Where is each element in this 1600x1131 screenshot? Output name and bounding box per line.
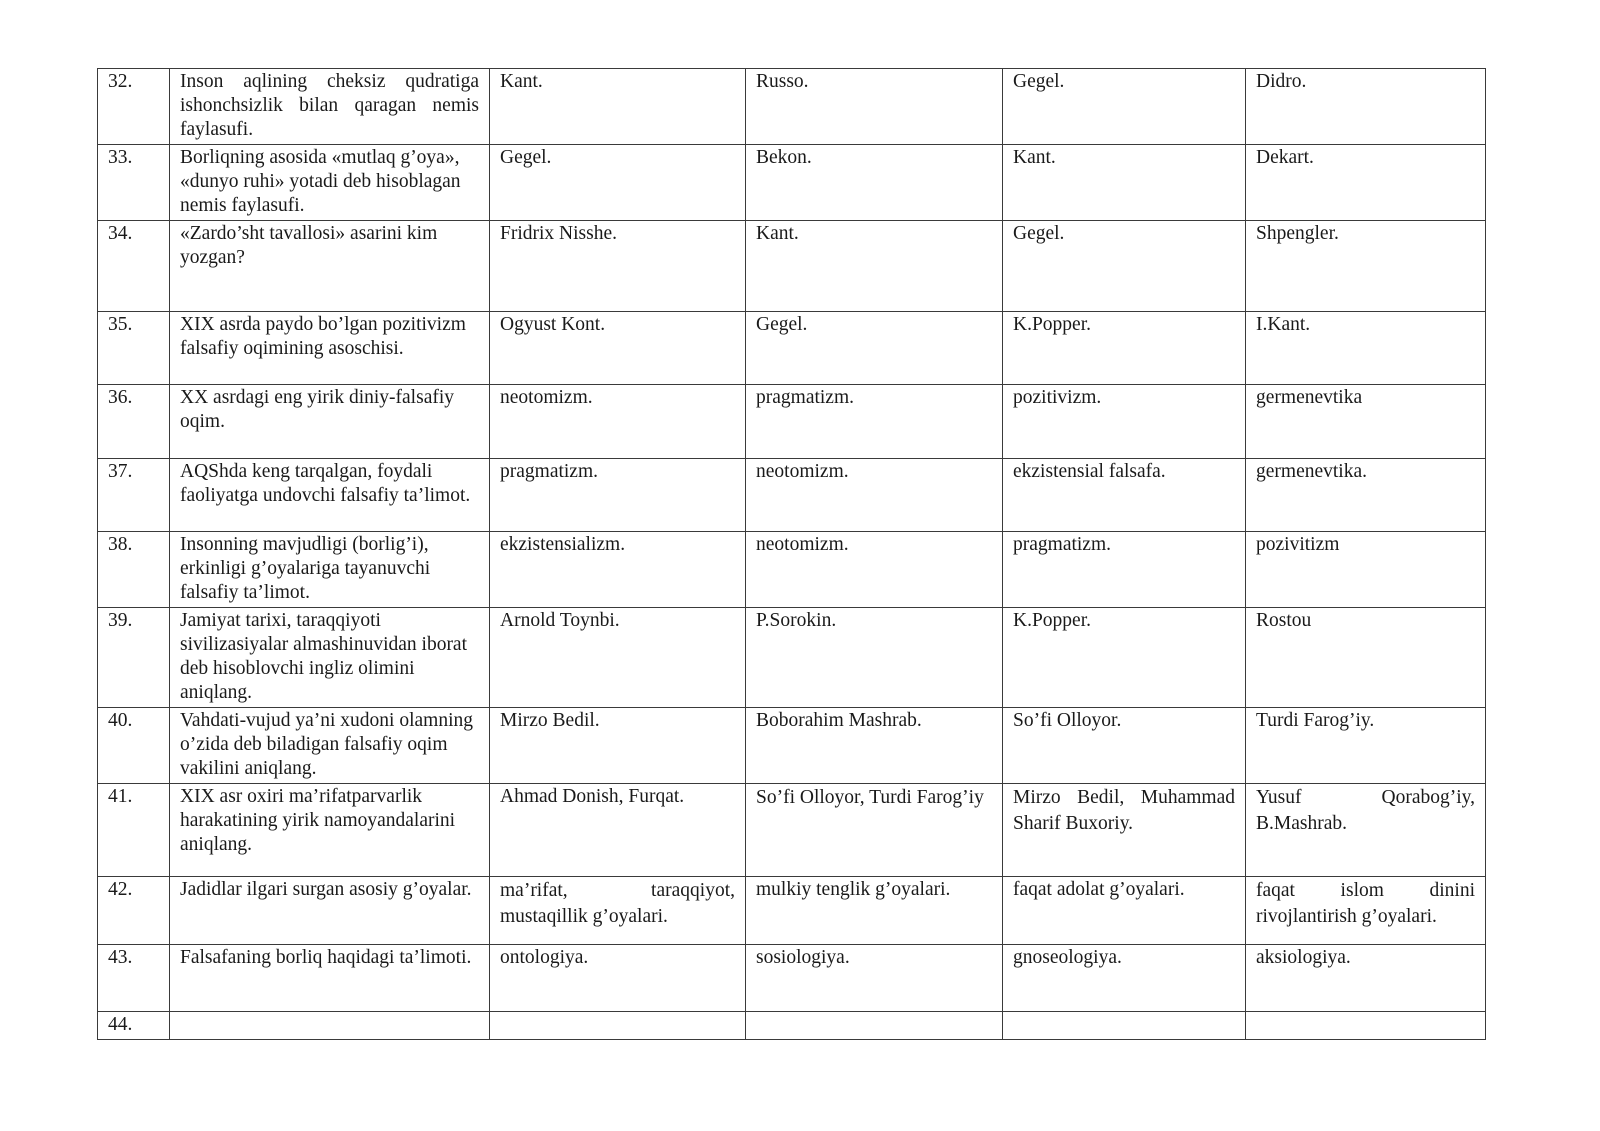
- question-number: 32.: [98, 69, 170, 145]
- question-number: 33.: [98, 145, 170, 221]
- question-text: Jadidlar ilgari surgan asosiy g’oyalar.: [170, 877, 490, 945]
- answer-a: Arnold Toynbi.: [490, 608, 746, 708]
- question-number: 40.: [98, 708, 170, 784]
- table-row: [98, 221, 1486, 312]
- question-number: 36.: [98, 385, 170, 459]
- question-text: Vahdati-vujud ya’ni xudoni olamning o’zida deb biladigan falsafiy oqim vakilini aniqlang.: [170, 708, 490, 784]
- answer-b: Bekon.: [746, 145, 1003, 221]
- answer-a: Fridrix Nisshe.: [490, 221, 746, 312]
- answer-a: Gegel.: [490, 145, 746, 221]
- question-number: 44.: [98, 1012, 170, 1040]
- answer-a: pragmatizm.: [490, 459, 746, 532]
- answer-b: mulkiy tenglik g’oyalari.: [746, 877, 1003, 945]
- question-text: «Zardo’sht tavallosi» asarini kim yozgan?: [170, 221, 490, 312]
- question-text: Falsafaning borliq haqidagi ta’limoti.: [170, 945, 490, 1012]
- question-text: AQShda keng tarqalgan, foydali faoliyatga undovchi falsafiy ta’limot.: [170, 459, 490, 532]
- answer-a: ma’rifat, taraqqiyot, mustaqillik g’oyalari.: [490, 877, 746, 945]
- answer-c: Gegel.: [1003, 221, 1246, 312]
- question-number: 43.: [98, 945, 170, 1012]
- answer-c: faqat adolat g’oyalari.: [1003, 877, 1246, 945]
- answer-b: Boborahim Mashrab.: [746, 708, 1003, 784]
- table-row: [98, 1012, 1486, 1040]
- answer-c: Mirzo Bedil, Muhammad Sharif Buxoriy.: [1003, 784, 1246, 877]
- answer-c: K.Popper.: [1003, 312, 1246, 385]
- table-row: [98, 145, 1486, 221]
- answer-c: Kant.: [1003, 145, 1246, 221]
- answer-c: [1003, 1012, 1246, 1040]
- answer-b: P.Sorokin.: [746, 608, 1003, 708]
- question-text: Jamiyat tarixi, taraqqiyoti sivilizasiyalar almashinuvidan iborat deb hisoblovchi ingliz olimini aniqlang.: [170, 608, 490, 708]
- answer-a: [490, 1012, 746, 1040]
- table-row: [98, 708, 1486, 784]
- table-row: [98, 312, 1486, 385]
- table-row: [98, 532, 1486, 608]
- question-text: XIX asrda paydo bo’lgan pozitivizm falsafiy oqimining asoschisi.: [170, 312, 490, 385]
- answer-d: I.Kant.: [1246, 312, 1486, 385]
- answer-d: Shpengler.: [1246, 221, 1486, 312]
- question-number: 37.: [98, 459, 170, 532]
- answer-a: ekzistensializm.: [490, 532, 746, 608]
- question-number: 41.: [98, 784, 170, 877]
- answer-c: Gegel.: [1003, 69, 1246, 145]
- table-row: [98, 459, 1486, 532]
- table-row: [98, 385, 1486, 459]
- answer-b: neotomizm.: [746, 459, 1003, 532]
- answer-b: Russo.: [746, 69, 1003, 145]
- answer-b: sosiologiya.: [746, 945, 1003, 1012]
- answer-d: pozivitizm: [1246, 532, 1486, 608]
- table-row: [98, 608, 1486, 708]
- answer-b: neotomizm.: [746, 532, 1003, 608]
- table-row: [98, 784, 1486, 877]
- table-row: [98, 69, 1486, 145]
- answer-d: Dekart.: [1246, 145, 1486, 221]
- question-number: 39.: [98, 608, 170, 708]
- answer-c: So’fi Olloyor.: [1003, 708, 1246, 784]
- question-text: Borliqning asosida «mutlaq g’oya», «dunyo ruhi» yotadi deb hisoblagan nemis faylasufi.: [170, 145, 490, 221]
- answer-c: pozitivizm.: [1003, 385, 1246, 459]
- answer-d: Rostou: [1246, 608, 1486, 708]
- answer-b: So’fi Olloyor, Turdi Farog’iy: [746, 784, 1003, 877]
- question-number: 34.: [98, 221, 170, 312]
- table-row: [98, 945, 1486, 1012]
- question-number: 35.: [98, 312, 170, 385]
- answer-d: germenevtika: [1246, 385, 1486, 459]
- answer-a: Ogyust Kont.: [490, 312, 746, 385]
- answer-c: ekzistensial falsafa.: [1003, 459, 1246, 532]
- answer-a: ontologiya.: [490, 945, 746, 1012]
- answer-d: Yusuf Qorabog’iy, B.Mashrab.: [1246, 784, 1486, 877]
- question-text: XIX asr oxiri ma’rifatparvarlik harakatining yirik namoyandalarini aniqlang.: [170, 784, 490, 877]
- table-row: [98, 877, 1486, 945]
- question-text: Inson aqlining cheksiz qudratiga ishonchsizlik bilan qaragan nemis faylasufi.: [170, 69, 490, 145]
- answer-d: Turdi Farog’iy.: [1246, 708, 1486, 784]
- question-text: [170, 1012, 490, 1040]
- answer-d: germenevtika.: [1246, 459, 1486, 532]
- questions-table: [97, 68, 1486, 1040]
- question-number: 42.: [98, 877, 170, 945]
- question-text: Insonning mavjudligi (borlig’i), erkinligi g’oyalariga tayanuvchi falsafiy ta’limot.: [170, 532, 490, 608]
- answer-b: pragmatizm.: [746, 385, 1003, 459]
- answer-b: Gegel.: [746, 312, 1003, 385]
- answer-a: neotomizm.: [490, 385, 746, 459]
- answer-c: pragmatizm.: [1003, 532, 1246, 608]
- answer-c: K.Popper.: [1003, 608, 1246, 708]
- answer-c: gnoseologiya.: [1003, 945, 1246, 1012]
- answer-b: [746, 1012, 1003, 1040]
- answer-a: Mirzo Bedil.: [490, 708, 746, 784]
- answer-d: Didro.: [1246, 69, 1486, 145]
- question-number: 38.: [98, 532, 170, 608]
- answer-b: Kant.: [746, 221, 1003, 312]
- answer-a: Ahmad Donish, Furqat.: [490, 784, 746, 877]
- answer-d: [1246, 1012, 1486, 1040]
- answer-d: faqat islom dinini rivojlantirish g’oyalari.: [1246, 877, 1486, 945]
- answer-d: aksiologiya.: [1246, 945, 1486, 1012]
- answer-a: Kant.: [490, 69, 746, 145]
- question-text: XX asrdagi eng yirik diniy-falsafiy oqim.: [170, 385, 490, 459]
